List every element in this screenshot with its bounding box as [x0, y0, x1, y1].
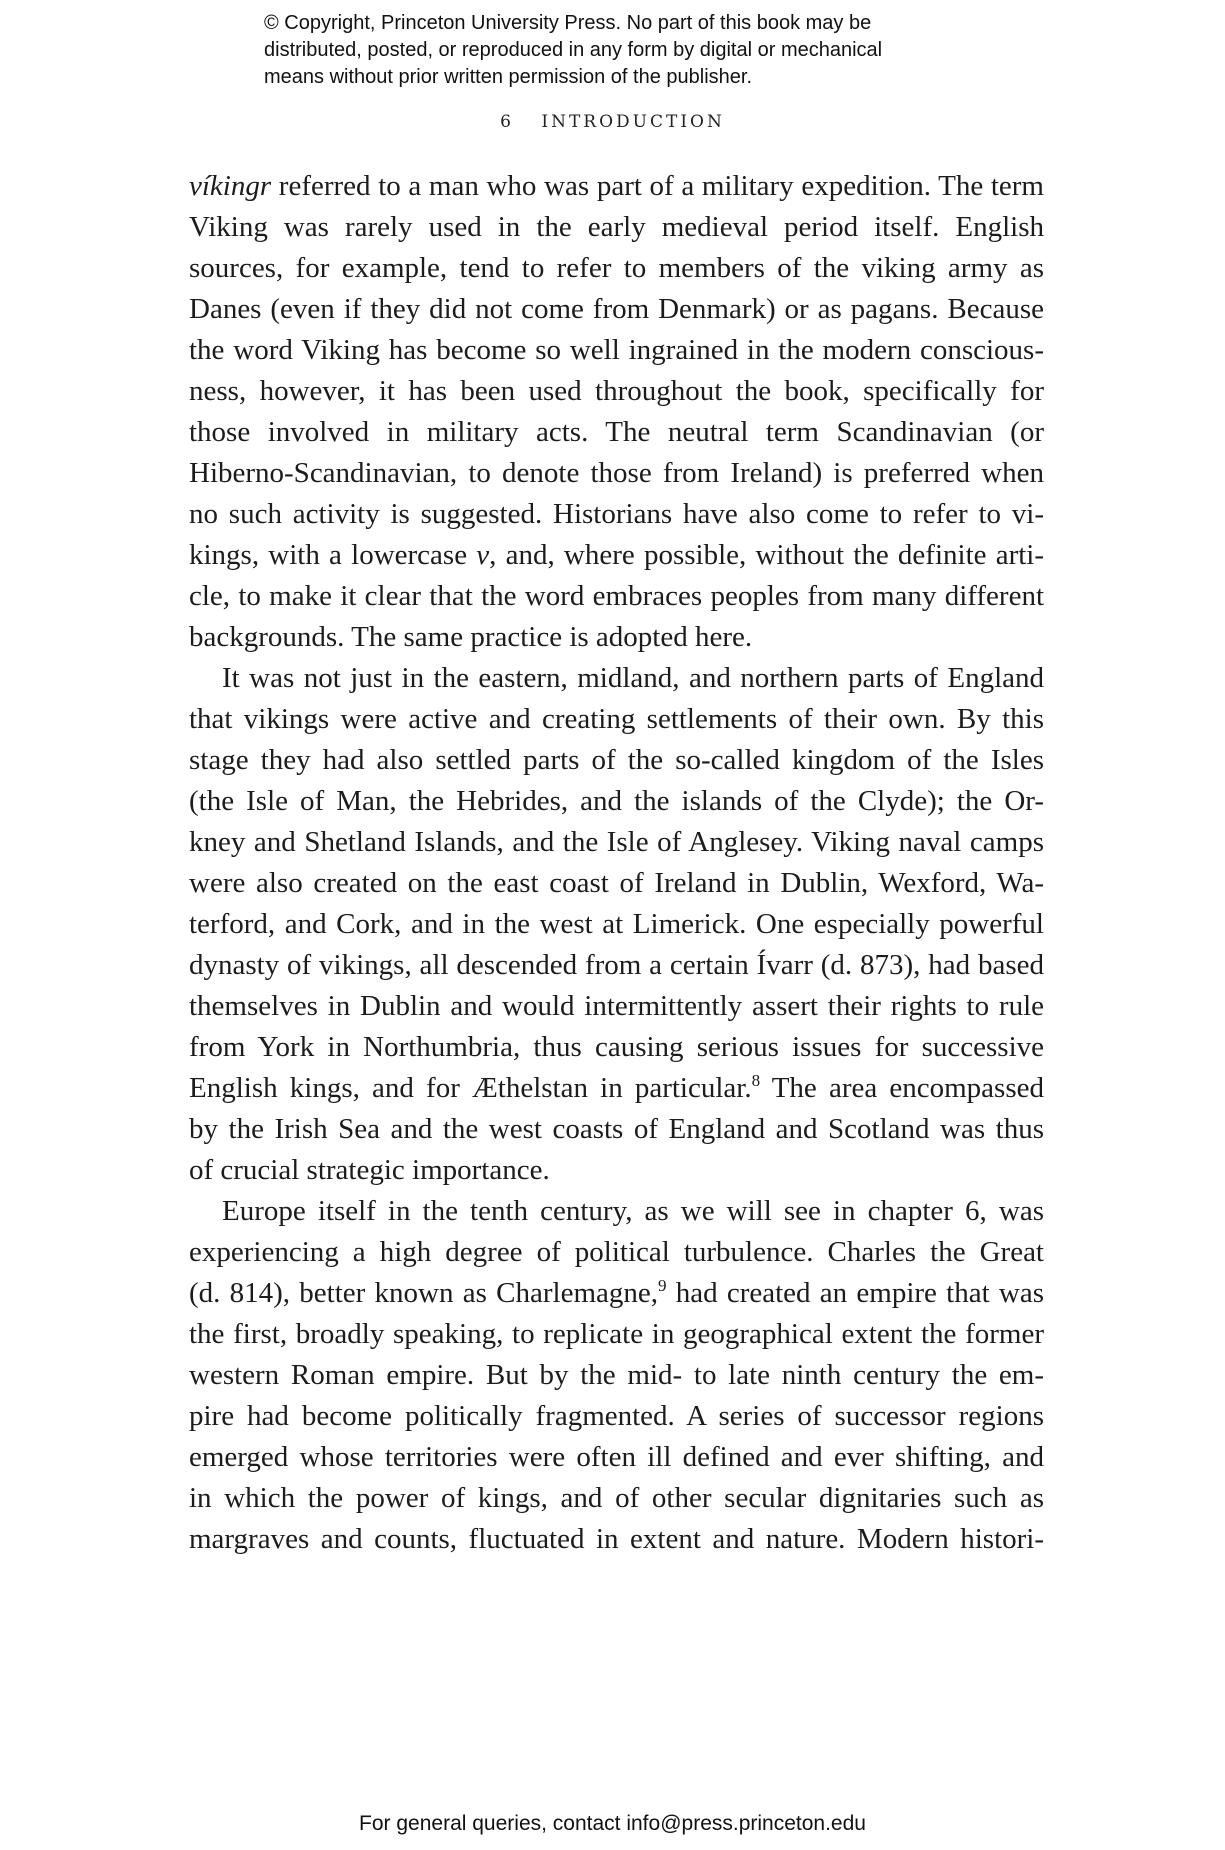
- text-line: sources, for example, tend to refer to members of the viking army as: [189, 252, 1044, 284]
- copyright-notice: [264, 10, 964, 91]
- footnote-marker[interactable]: 8: [751, 1071, 761, 1090]
- text-line: western Roman empire. But by the mid- to late ninth century the em-: [189, 1359, 1044, 1391]
- text-line: ness, however, it has been used throughout the book, specifically for: [189, 375, 1044, 407]
- text-line: were also created on the east coast of Ireland in Dublin, Wexford, Wa-: [189, 867, 1044, 899]
- copyright-line: means without prior written permission of the publisher.: [264, 66, 753, 88]
- text-line: dynasty of vikings, all descended from a certain Ívarr (d. 873), had based: [189, 949, 1044, 981]
- text-line: Danes (even if they did not come from Denmark) or as pagans. Because: [189, 293, 1044, 325]
- text-line: by the Irish Sea and the west coasts of England and Scotland was thus: [189, 1113, 1044, 1145]
- page-number: 6: [500, 112, 511, 132]
- text-line: víkingr referred to a man who was part of a military expedition. The term: [189, 170, 1044, 202]
- text-line: Viking was rarely used in the early medieval period itself. English: [189, 211, 1044, 243]
- footer-contact: For general queries, contact info@press.princeton.edu: [359, 1812, 866, 1835]
- text-line: stage they had also settled parts of the so-called kingdom of the Isles: [189, 744, 1044, 776]
- text-line: of crucial strategic importance.: [189, 1154, 550, 1186]
- italic-term: víkingr: [189, 170, 272, 202]
- italic-letter: v: [476, 539, 490, 571]
- paragraph: [189, 1191, 1044, 1560]
- text-line: the first, broadly speaking, to replicate in geographical extent the former: [189, 1318, 1044, 1350]
- text-line: no such activity is suggested. Historians have also come to refer to vi-: [189, 498, 1044, 530]
- text-line: Europe itself in the tenth century, as we will see in chapter 6, was: [222, 1195, 1044, 1227]
- running-head: [0, 112, 1225, 132]
- text-line: those involved in military acts. The neutral term Scandinavian (or: [189, 416, 1044, 448]
- paragraph: [189, 658, 1044, 1191]
- text-line: margraves and counts, fluctuated in extent and nature. Modern histori-: [189, 1523, 1044, 1555]
- text-line: English kings, and for Æthelstan in particular.$^8$ The area encompassed: [189, 1071, 1044, 1104]
- body-text: [189, 166, 1044, 1560]
- text-line: pire had become politically fragmented. A series of successor regions: [189, 1400, 1044, 1432]
- text-line: kney and Shetland Islands, and the Isle of Anglesey. Viking naval camps: [189, 826, 1044, 858]
- paragraph: [189, 166, 1044, 658]
- copyright-line: © Copyright, Princeton University Press. No part of this book may be: [264, 12, 872, 34]
- text-line: kings, with a lowercase v, and, where possible, without the definite arti-: [189, 539, 1044, 571]
- text-line: experiencing a high degree of political turbulence. Charles the Great: [189, 1236, 1044, 1268]
- text-line: from York in Northumbria, thus causing serious issues for successive: [189, 1031, 1044, 1063]
- text-line: terford, and Cork, and in the west at Limerick. One especially powerful: [189, 908, 1044, 940]
- text-line: emerged whose territories were often ill defined and ever shifting, and: [189, 1441, 1044, 1473]
- text-line: (the Isle of Man, the Hebrides, and the islands of the Clyde); the Or-: [189, 785, 1044, 817]
- text-line: Hiberno-Scandinavian, to denote those from Ireland) is preferred when: [189, 457, 1044, 489]
- text-line: backgrounds. The same practice is adopted here.: [189, 621, 753, 653]
- text-line: It was not just in the eastern, midland, and northern parts of England: [222, 662, 1044, 694]
- copyright-line: distributed, posted, or reproduced in any form by digital or mechanical: [264, 39, 883, 61]
- text-line: in which the power of kings, and of other secular dignitaries such as: [189, 1482, 1044, 1514]
- text-line: that vikings were active and creating settlements of their own. By this: [189, 703, 1044, 735]
- text-line: the word Viking has become so well ingrained in the modern conscious-: [189, 334, 1044, 366]
- chapter-title: INTRODUCTION: [541, 112, 725, 132]
- text-line: cle, to make it clear that the word embraces peoples from many different: [189, 580, 1044, 612]
- text-line: (d. 814), better known as Charlemagne,$^9$ had created an empire that was: [189, 1276, 1045, 1309]
- text-line: themselves in Dublin and would intermittently assert their rights to rule: [189, 990, 1044, 1022]
- footnote-marker[interactable]: 9: [658, 1276, 667, 1295]
